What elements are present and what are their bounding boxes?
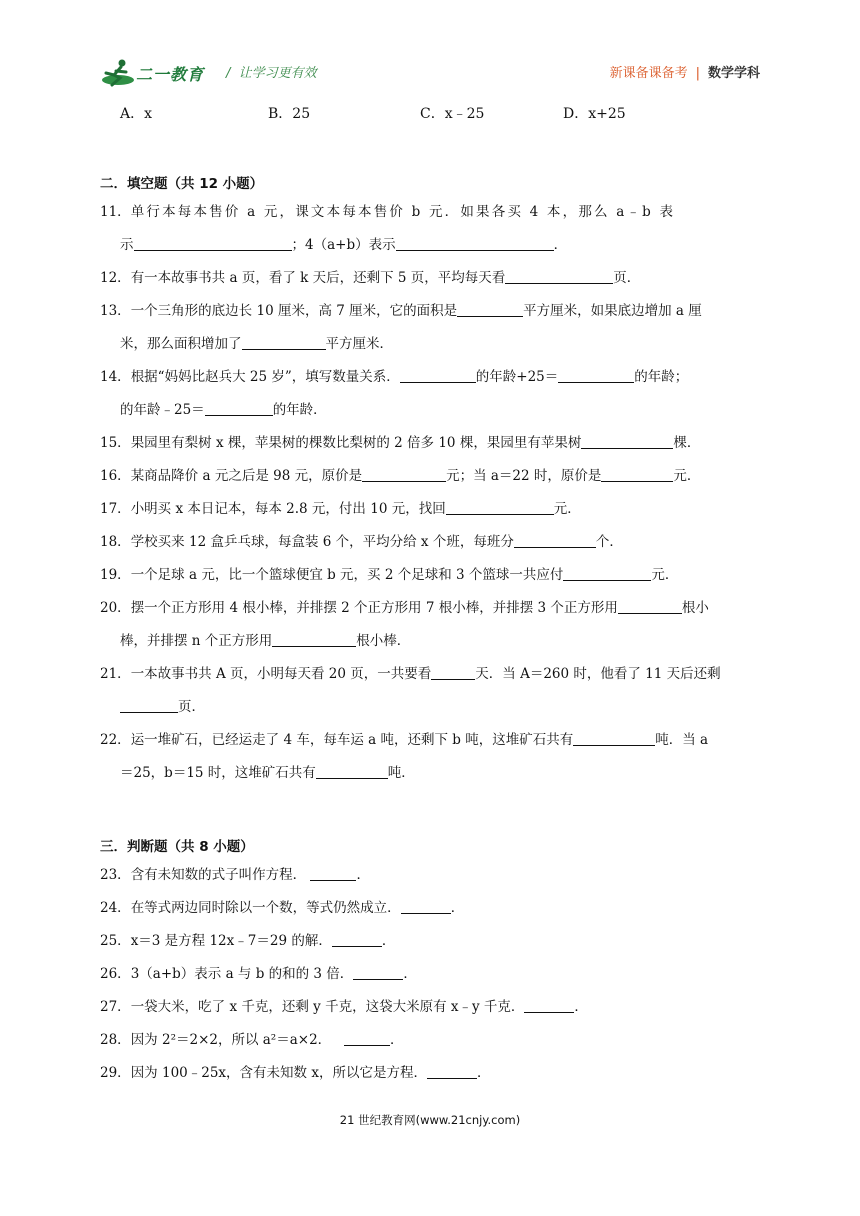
page-header bbox=[100, 52, 760, 92]
question-29: 29．因为 100﹣25x，含有未知数 x，所以它是方程． ． bbox=[100, 1065, 491, 1081]
option-a: A．x bbox=[120, 106, 153, 122]
answer-blank[interactable] bbox=[514, 533, 596, 548]
question-26: 26．3（a+b）表示 a 与 b 的和的 3 倍． ． bbox=[100, 966, 417, 982]
answer-blank[interactable] bbox=[242, 335, 326, 350]
question-20: 20．摆一个正方形用 4 根小棒，并排摆 2 个正方形用 7 根小棒，并排摆 3 个正方形用 根小 棒，并排摆 n 个正方形用 根小棒． bbox=[100, 600, 709, 649]
header-course-label: 新课备课备考 bbox=[609, 66, 688, 81]
answer-blank[interactable] bbox=[396, 236, 554, 251]
answer-blank[interactable] bbox=[344, 1031, 390, 1046]
answer-blank[interactable] bbox=[310, 866, 356, 881]
question-27: 27．一袋大米，吃了 x 千克，还剩 y 千克，这袋大米原有 x﹣y 千克． ． bbox=[100, 999, 588, 1015]
answer-blank[interactable] bbox=[134, 236, 292, 251]
question-14: 14．根据“妈妈比赵兵大 25 岁”，填写数量关系． 的年龄+25＝ 的年龄； 的年龄﹣25＝ 的年龄． bbox=[100, 369, 689, 418]
option-d: D．x+25 bbox=[563, 106, 626, 122]
header-subject-label: 数学学科 bbox=[707, 66, 760, 81]
answer-blank[interactable] bbox=[581, 434, 673, 449]
section-fill-in: 二．填空题（共 12 小题） bbox=[100, 176, 264, 192]
answer-blank[interactable] bbox=[316, 764, 388, 779]
page-content bbox=[100, 103, 760, 1090]
question-15: 15．果园里有梨树 x 棵，苹果树的棵数比梨树的 2 倍多 10 棵，果园里有苹果树 棵． bbox=[100, 435, 701, 451]
answer-blank[interactable] bbox=[120, 698, 178, 713]
question-24: 24．在等式两边同时除以一个数，等式仍然成立． ． bbox=[100, 900, 465, 916]
question-28: 28．因为 2²＝2×2，所以 a²＝a×2． ． bbox=[100, 1032, 404, 1048]
answer-blank[interactable] bbox=[401, 899, 451, 914]
option-c: C．x﹣25 bbox=[420, 106, 485, 122]
answer-blank[interactable] bbox=[431, 665, 475, 680]
answer-blank[interactable] bbox=[558, 368, 634, 383]
section-true-false: 三．判断题（共 8 小题） bbox=[100, 839, 254, 855]
runner-logo-icon bbox=[100, 58, 136, 88]
answer-blank[interactable] bbox=[563, 566, 651, 581]
question-16: 16．某商品降价 a 元之后是 98 元，原价是 元；当 a＝22 时，原价是 元． bbox=[100, 468, 701, 484]
answer-blank[interactable] bbox=[427, 1064, 477, 1079]
question-23: 23．含有未知数的式子叫作方程． ． bbox=[100, 867, 370, 883]
answer-blank[interactable] bbox=[457, 302, 523, 317]
answer-blank[interactable] bbox=[505, 269, 613, 284]
answer-blank[interactable] bbox=[272, 632, 356, 647]
answer-blank[interactable] bbox=[332, 932, 382, 947]
page-footer: 21 世纪教育网(www.21cnjy.com) bbox=[339, 1113, 521, 1127]
answer-blank[interactable] bbox=[573, 731, 655, 746]
question-11: 11．单行本每本售价 a 元，课文本每本售价 b 元．如果各买 4 本，那么 a﹣b 表 示 ；4（a+b）表示 ． bbox=[100, 204, 676, 253]
question-21: 21．一本故事书共 A 页，小明每天看 20 页，一共要看 天．当 A＝260 时，他看了 11 天后还剩 页． bbox=[100, 666, 721, 715]
answer-blank[interactable] bbox=[618, 599, 682, 614]
answer-options bbox=[100, 103, 760, 127]
question-22: 22．运一堆矿石，已经运走了 4 车，每车运 a 吨，还剩下 b 吨，这堆矿石共有 吨．当 a ＝25，b＝15 时，这堆矿石共有 吨． bbox=[100, 732, 709, 781]
answer-blank[interactable] bbox=[205, 401, 273, 416]
question-12: 12．有一本故事书共 a 页，看了 k 天后，还剩下 5 页，平均每天看 页． bbox=[100, 270, 641, 286]
logo-text: 二一教育 bbox=[136, 65, 205, 84]
slogan: / 让学习更有效 bbox=[226, 66, 317, 81]
option-b: B．25 bbox=[268, 106, 311, 122]
header-separator: | bbox=[695, 66, 700, 81]
answer-blank[interactable] bbox=[353, 965, 403, 980]
answer-blank[interactable] bbox=[446, 500, 554, 515]
question-13: 13．一个三角形的底边长 10 厘米，高 7 厘米，它的面积是 平方厘米，如果底边增加 a 厘 米，那么面积增加了 平方厘米． bbox=[100, 303, 702, 352]
question-19: 19．一个足球 a 元，比一个篮球便宜 b 元，买 2 个足球和 3 个篮球一共应付 元． bbox=[100, 567, 679, 583]
logo bbox=[100, 58, 220, 88]
question-18: 18．学校买来 12 盒乒乓球，每盒装 6 个，平均分给 x 个班，每班分 个． bbox=[100, 534, 623, 550]
question-17: 17．小明买 x 本日记本，每本 2.8 元，付出 10 元，找回 元． bbox=[100, 501, 581, 517]
header-subject bbox=[610, 62, 760, 81]
answer-blank[interactable] bbox=[601, 467, 673, 482]
question-25: 25．x＝3 是方程 12x﹣7＝29 的解． ． bbox=[100, 933, 396, 949]
answer-blank[interactable] bbox=[400, 368, 476, 383]
answer-blank[interactable] bbox=[524, 998, 574, 1013]
answer-blank[interactable] bbox=[362, 467, 446, 482]
